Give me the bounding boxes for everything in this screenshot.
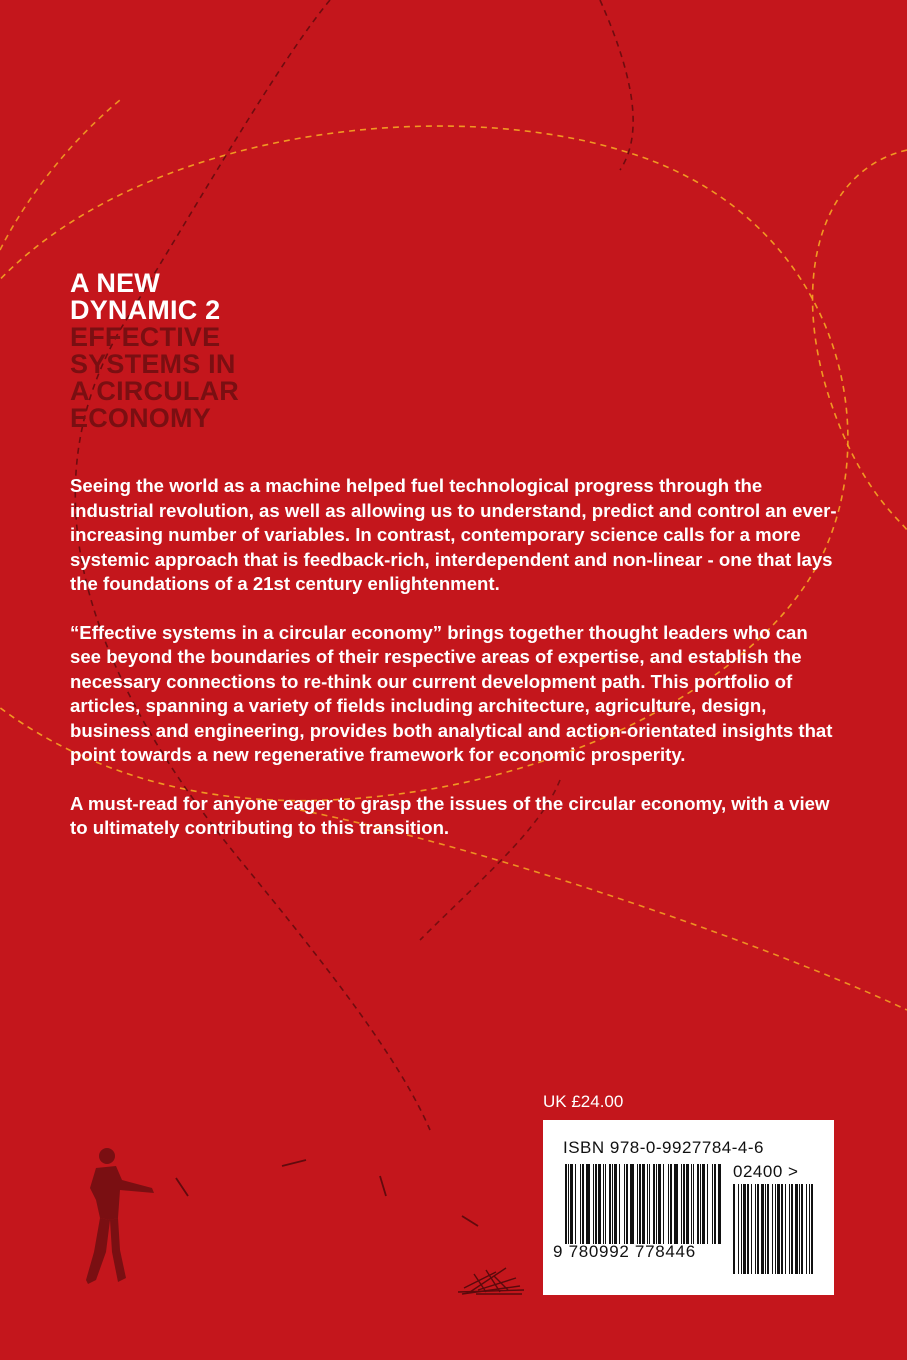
blurb-paragraph-2: “Effective systems in a circular economy” brings together thought leaders who can see beyond the boundaries of their respective areas of expertise, and establish the necessary connections to re-think our current development path. This portfolio of articles, spanning a variety of fields including architecture, agriculture, design, business and engineering, provides both analytical and action-orientated insights that point towards a new regenerative framework for economic prosperity. bbox=[70, 621, 833, 765]
orbit-dark-2 bbox=[600, 0, 633, 170]
flying-stick-2 bbox=[176, 1178, 188, 1196]
nest-icon bbox=[456, 1258, 526, 1298]
orbit-orange-right bbox=[813, 150, 907, 530]
title-line-2: DYNAMIC 2 bbox=[70, 295, 221, 325]
addon-barcode-icon bbox=[733, 1184, 813, 1274]
flying-stick-1 bbox=[282, 1160, 306, 1166]
subtitle-line-2: SYSTEMS IN bbox=[70, 349, 236, 379]
blurb-text bbox=[70, 474, 840, 865]
blurb-paragraph-1: Seeing the world as a machine helped fuel technological progress through the industrial revolution, as well as allowing us to understand, predict and control an ever-increasing number of variables. In contrast, contemporary science calls for a more systemic approach that is feedback-rich, interdependent and non-linear - one that lays the foundations of a 21st century enlightenment. bbox=[70, 475, 837, 594]
subtitle-line-1: EFFECTIVE bbox=[70, 322, 221, 352]
orbit-orange-left bbox=[0, 100, 120, 250]
subtitle-line-4: ECONOMY bbox=[70, 403, 211, 433]
price-addon-code: 02400 > bbox=[733, 1162, 799, 1181]
ean-digits: 9 780992 778446 bbox=[553, 1242, 696, 1261]
flying-stick-4 bbox=[462, 1216, 478, 1226]
person-throwing-icon bbox=[60, 1140, 170, 1290]
flying-stick-3 bbox=[380, 1176, 386, 1196]
barcode-panel bbox=[543, 1120, 834, 1295]
price-label: UK £24.00 bbox=[543, 1092, 624, 1111]
book-title bbox=[70, 270, 239, 432]
title-line-1: A NEW bbox=[70, 268, 160, 298]
isbn-label: ISBN 978-0-9927784-4-6 bbox=[563, 1138, 764, 1157]
subtitle-line-3: A CIRCULAR bbox=[70, 376, 239, 406]
blurb-paragraph-3: A must-read for anyone eager to grasp the issues of the circular economy, with a view to ultimately contributing to this transition. bbox=[70, 792, 830, 838]
